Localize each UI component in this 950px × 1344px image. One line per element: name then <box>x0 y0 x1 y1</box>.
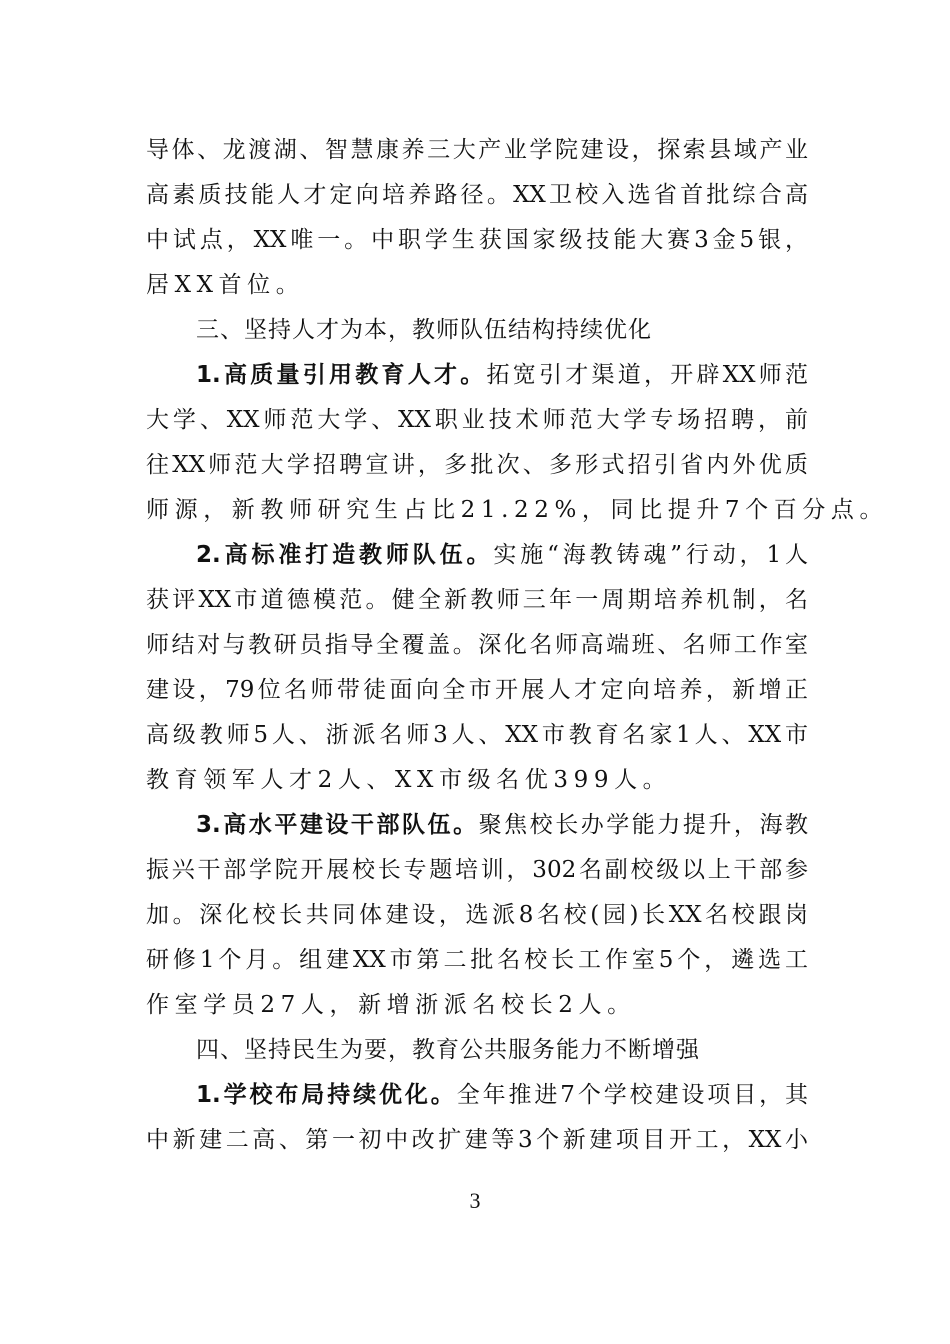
paragraph-line: 导体、龙渡湖、智慧康养三大产业学院建设，探索县域产业 <box>146 137 808 163</box>
paragraph-line <box>146 353 808 398</box>
paragraph-line: 加。深化校长共同体建设，选派8名校(园)长XX名校跟岗 <box>146 902 808 928</box>
section-heading-3: 三、坚持人才为本，教师队伍结构持续优化 <box>196 317 652 343</box>
paragraph-line: 师源，新教师研究生占比21.22%，同比提升7个百分点。 <box>146 497 889 523</box>
item-lead-text: 拓宽引才渠道，开辟XX师范 <box>486 362 808 388</box>
paragraph-line: 教育领军人才2人、XX市级名优399人。 <box>146 767 672 793</box>
paragraph-line: 高级教师5人、浙派名师3人、XX市教育名家1人、XX市 <box>146 722 808 748</box>
paragraph-line: 中新建二高、第一初中改扩建等3个新建项目开工，XX小 <box>146 1127 808 1153</box>
paragraph-line: 建设，79位名师带徒面向全市开展人才定向培养，新增正 <box>146 677 808 703</box>
paragraph-line <box>146 1073 808 1118</box>
paragraph-line <box>146 533 808 578</box>
paragraph-line: 往XX师范大学招聘宣讲，多批次、多形式招引省内外优质 <box>146 452 808 478</box>
document-body <box>146 128 889 1163</box>
paragraph-line: 振兴干部学院开展校长专题培训，302名副校级以上干部参 <box>146 857 808 883</box>
paragraph-line: 获评XX市道德模范。健全新教师三年一周期培养机制，名 <box>146 587 808 613</box>
page-number: 3 <box>469 1188 481 1213</box>
item-lead-title: 1.学校布局持续优化。 <box>196 1082 457 1108</box>
item-lead-title: 3.高水平建设干部队伍。 <box>196 812 479 838</box>
item-lead-text: 全年推进7个学校建设项目，其 <box>456 1082 808 1108</box>
paragraph-line: 中试点，XX唯一。中职学生获国家级技能大赛3金5银， <box>146 227 808 253</box>
paragraph-line: 大学、XX师范大学、XX职业技术师范大学专场招聘，前 <box>146 407 808 433</box>
paragraph-line: 师结对与教研员指导全覆盖。深化名师高端班、名师工作室 <box>146 632 808 658</box>
item-lead-title: 2.高标准打造教师队伍。 <box>196 542 494 568</box>
item-lead-text: 实施“海教铸魂”行动，1人 <box>493 542 808 568</box>
paragraph-line: 居XX首位。 <box>146 272 305 298</box>
paragraph-line <box>146 803 808 848</box>
paragraph-line: 作室学员27人，新增浙派名校长2人。 <box>146 992 636 1018</box>
section-heading-4: 四、坚持民生为要，教育公共服务能力不断增强 <box>196 1037 700 1063</box>
item-lead-text: 聚焦校长办学能力提升，海教 <box>478 812 809 838</box>
item-lead-title: 1.高质量引用教育人才。 <box>196 362 487 388</box>
paragraph-line: 研修1个月。组建XX市第二批名校长工作室5个，遴选工 <box>146 947 808 973</box>
paragraph-line: 高素质技能人才定向培养路径。XX卫校入选省首批综合高 <box>146 182 808 208</box>
